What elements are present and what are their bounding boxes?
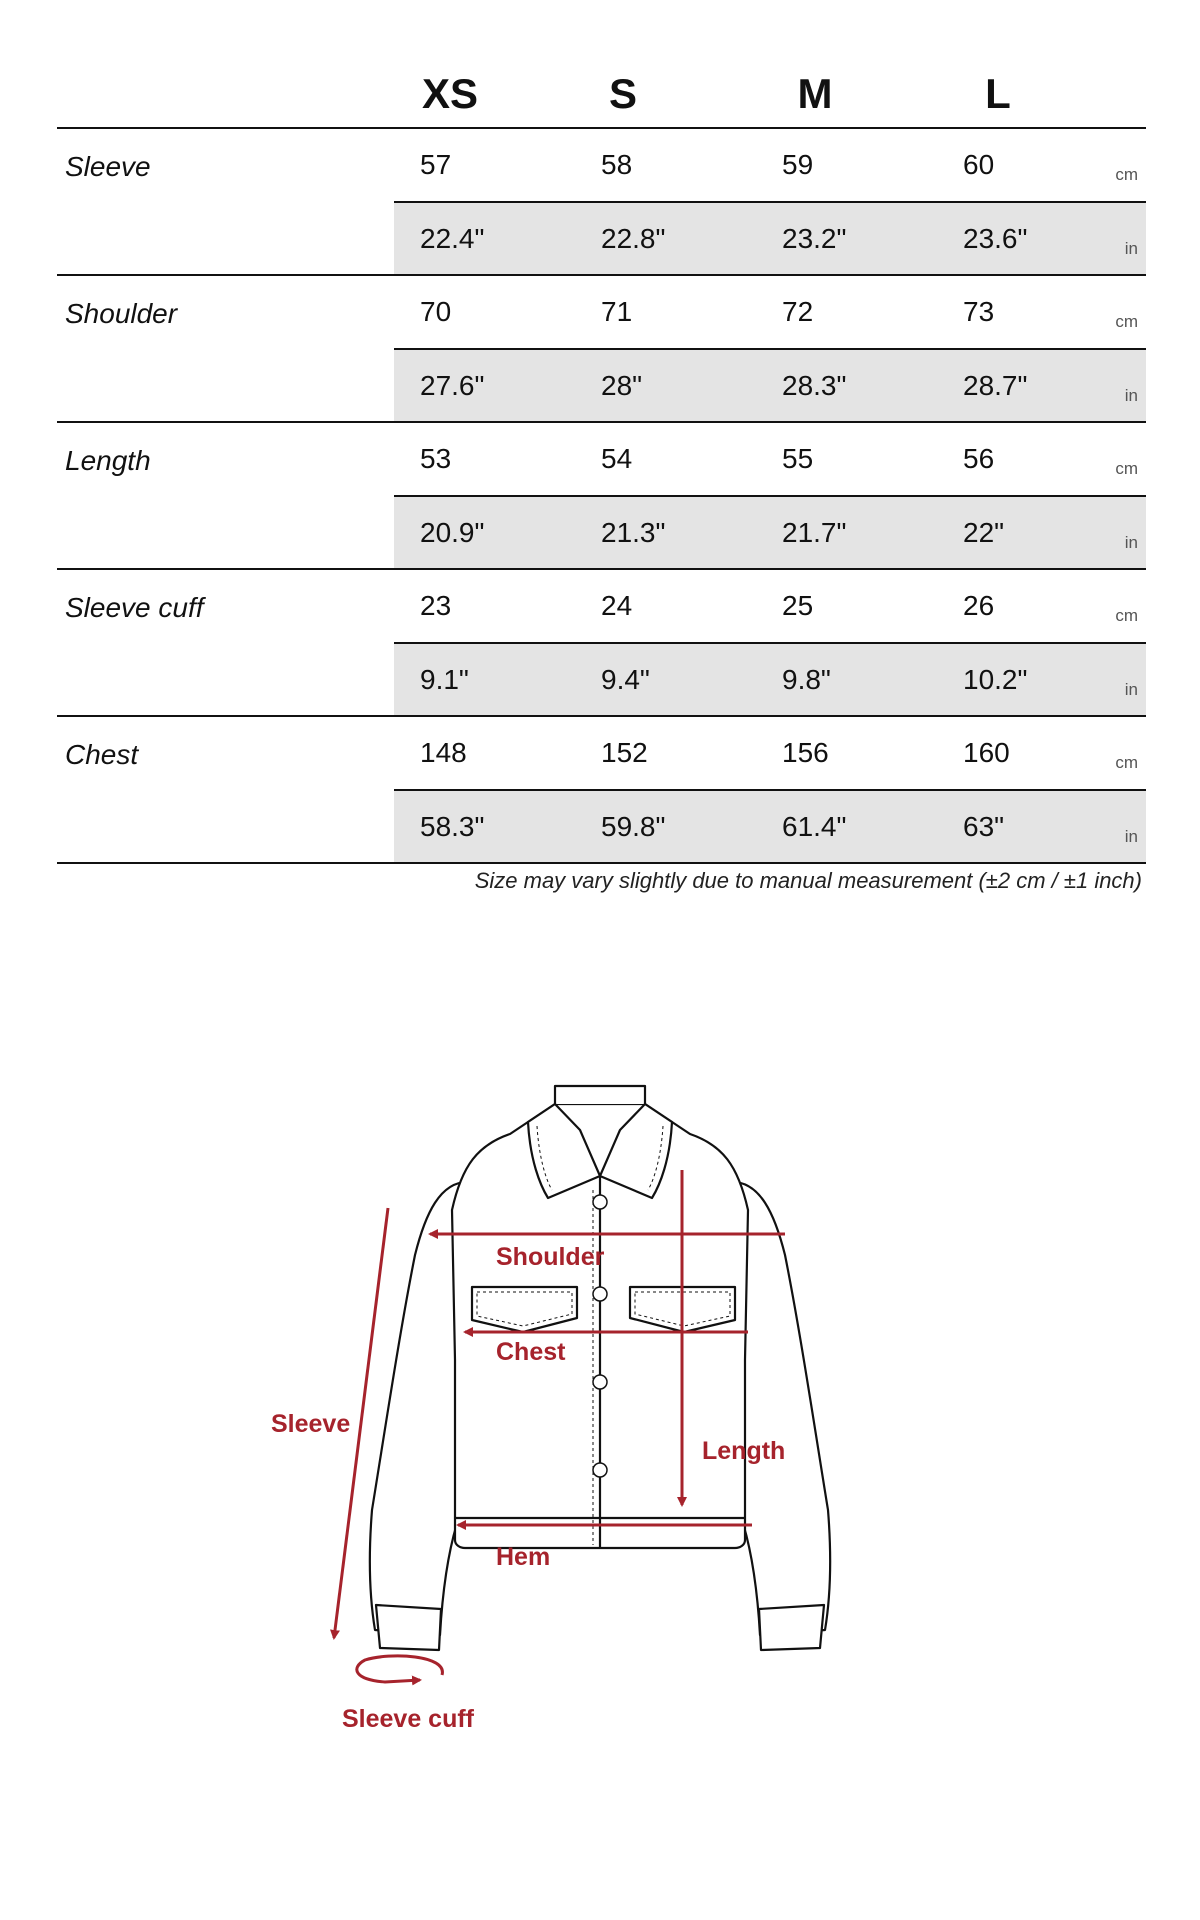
hem-label: Hem [496, 1543, 551, 1571]
inch-row [394, 642, 1146, 715]
table-cell: 59.8" [601, 811, 666, 842]
unit-label-in: in [1124, 827, 1138, 846]
measurement-group-sleeve-cuff [57, 568, 1146, 715]
unit-label-cm: cm [1115, 753, 1138, 772]
table-cell: 21.3" [601, 517, 666, 548]
cm-row [394, 129, 1146, 201]
table-cell: 28" [601, 370, 643, 401]
table-cell: 22.4" [420, 223, 485, 254]
unit-label-in: in [1124, 239, 1138, 258]
sleeve-label: Sleeve [271, 1410, 351, 1438]
cm-row [394, 276, 1146, 348]
table-cell: 9.8" [782, 664, 831, 695]
table-cell: 148 [420, 737, 467, 768]
inch-row [394, 201, 1146, 274]
cm-row [394, 717, 1146, 789]
measurement-label: Sleeve cuff [65, 592, 204, 623]
table-cell: 59 [782, 149, 814, 180]
measurement-group-chest [57, 715, 1146, 864]
table-cell: 26 [963, 590, 995, 621]
table-cell: 9.1" [420, 664, 469, 695]
size-table [57, 127, 1146, 864]
table-cell: 21.7" [782, 517, 847, 548]
button-icon [593, 1375, 607, 1389]
table-cell: 152 [601, 737, 648, 768]
shoulder-label: Shoulder [496, 1243, 605, 1271]
unit-label-in: in [1124, 386, 1138, 405]
button-icon [593, 1463, 607, 1477]
length-label: Length [702, 1437, 786, 1465]
measurement-label: Chest [65, 739, 139, 770]
right-cuff [759, 1605, 824, 1650]
cm-row [394, 570, 1146, 642]
table-cell: 58.3" [420, 811, 485, 842]
table-cell: 27.6" [420, 370, 485, 401]
cm-row [394, 423, 1146, 495]
table-cell: 56 [963, 443, 995, 474]
table-cell: 57 [420, 149, 452, 180]
table-cell: 72 [782, 296, 814, 327]
table-cell: 71 [601, 296, 633, 327]
table-cell: 10.2" [963, 664, 1028, 695]
unit-label-cm: cm [1115, 459, 1138, 478]
measurement-label: Shoulder [65, 298, 178, 329]
sleeve-cuff-label: Sleeve cuff [342, 1705, 475, 1733]
table-cell: 53 [420, 443, 452, 474]
button-icon [593, 1195, 607, 1209]
measurement-group-sleeve [57, 127, 1146, 274]
table-cell: 160 [963, 737, 1010, 768]
unit-label-cm: cm [1115, 312, 1138, 331]
table-cell: 55 [782, 443, 814, 474]
size-header-s: S [608, 70, 637, 117]
table-cell: 28.7" [963, 370, 1028, 401]
table-cell: 20.9" [420, 517, 485, 548]
table-cell: 70 [420, 296, 452, 327]
size-header-m: M [797, 70, 833, 117]
table-cell: 156 [782, 737, 829, 768]
unit-label-cm: cm [1115, 165, 1138, 184]
table-cell: 23.6" [963, 223, 1028, 254]
measurement-label: Length [65, 445, 151, 476]
table-cell: 25 [782, 590, 814, 621]
table-cell: 23.2" [782, 223, 847, 254]
table-cell: 28.3" [782, 370, 847, 401]
inch-row [394, 789, 1146, 862]
sleeve-cuff-arrow [357, 1656, 443, 1682]
unit-label-in: in [1124, 533, 1138, 552]
size-header-l: L [985, 70, 1011, 117]
table-cell: 73 [963, 296, 995, 327]
table-cell: 9.4" [601, 664, 650, 695]
size-header-xs: XS [421, 70, 479, 117]
measurement-label: Sleeve [65, 151, 151, 182]
unit-label-cm: cm [1115, 606, 1138, 625]
measurement-note: Size may vary slightly due to manual measurement (±2 cm / ±1 inch) [474, 868, 1142, 893]
table-cell: 22" [963, 517, 1005, 548]
left-cuff [376, 1605, 441, 1650]
inch-row [394, 495, 1146, 568]
jacket-outline [370, 1086, 830, 1650]
table-cell: 24 [601, 590, 633, 621]
chest-label: Chest [496, 1338, 566, 1366]
inch-row [394, 348, 1146, 421]
measurement-group-shoulder [57, 274, 1146, 421]
button-icon [593, 1287, 607, 1301]
unit-label-in: in [1124, 680, 1138, 699]
jacket-measurement-diagram [0, 1040, 1200, 1740]
table-cell: 22.8" [601, 223, 666, 254]
neck-band [555, 1086, 645, 1104]
table-cell: 63" [963, 811, 1005, 842]
table-cell: 23 [420, 590, 452, 621]
measurement-group-length [57, 421, 1146, 568]
table-cell: 61.4" [782, 811, 847, 842]
table-cell: 58 [601, 149, 633, 180]
table-cell: 60 [963, 149, 995, 180]
table-cell: 54 [601, 443, 633, 474]
